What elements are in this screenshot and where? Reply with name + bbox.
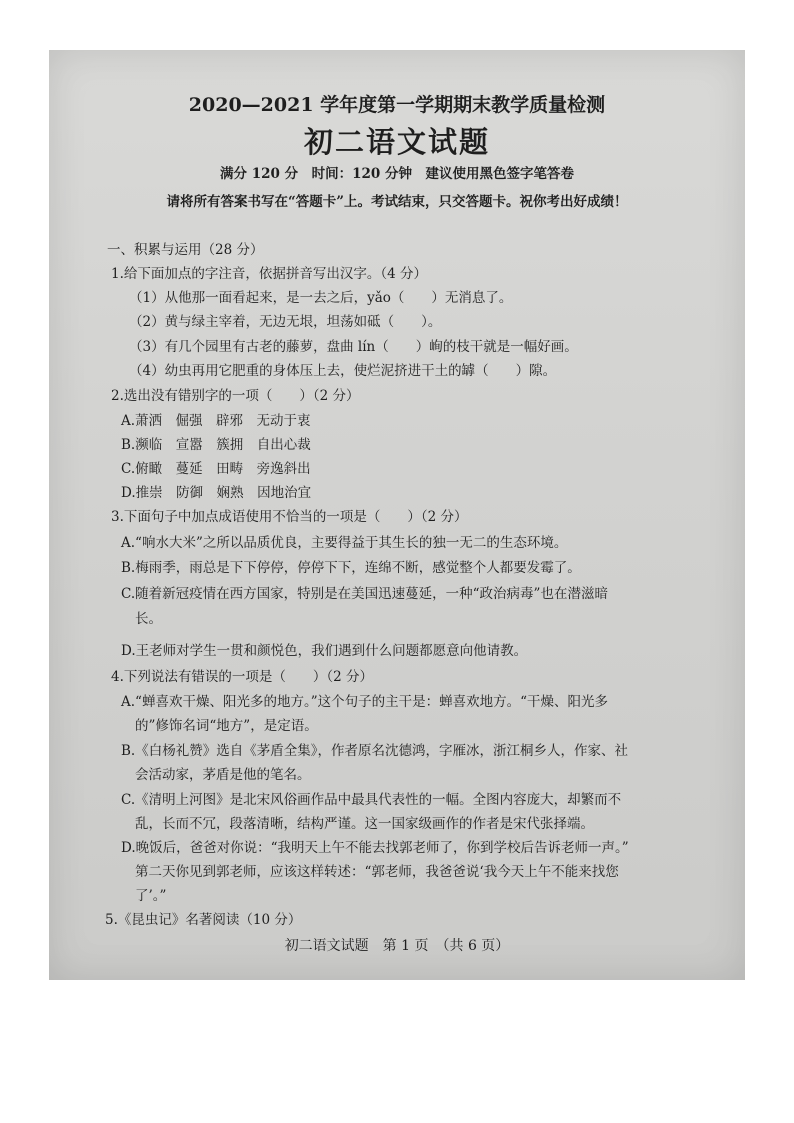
question-4-line: D.晚饭后，爸爸对你说：“我明天上午不能去找郭老师了，你到学校后告诉老师一声。”: [121, 840, 629, 856]
question-3-stem: 3.下面句子中加点成语使用不恰当的一项是（ ）（2 分）: [111, 509, 468, 525]
question-1-stem: 1.给下面加点的字注音，依据拼音写出汉字。（4 分）: [111, 266, 428, 282]
question-1-item: （2）黄与绿主宰着，无边无垠，坦荡如砥（ ）。: [129, 314, 442, 330]
question-4-line: C.《清明上河图》是北宋风俗画作品中最具代表性的一幅。全图内容庞大，却繁而不: [121, 792, 622, 808]
exam-info: 满分 120 分 时间：120 分钟 建议使用黑色签字笔答卷: [220, 166, 574, 182]
question-2-option: C.俯瞰 蔓延 田畴 旁逸斜出: [121, 461, 311, 477]
question-4-line: B.《白杨礼赞》选自《茅盾全集》，作者原名沈德鸿，字雁冰，浙江桐乡人，作家、社: [121, 743, 628, 759]
question-4-line: 的”修饰名词“地方”，是定语。: [135, 718, 318, 734]
question-3-option: D.王老师对学生一贯和颜悦色，我们遇到什么问题都愿意向他请教。: [121, 643, 528, 659]
subject-title: 初二语文试题: [303, 125, 490, 159]
exam-notice: 请将所有答案书写在“答题卡”上。考试结束，只交答题卡。祝你考出好成绩！: [166, 194, 628, 210]
question-2-option: D.推崇 防御 娴熟 因地治宜: [121, 485, 312, 501]
question-4-stem: 4.下列说法有错误的一项是（ ）（2 分）: [111, 669, 374, 685]
question-2-option: A.萧洒 倔强 辟邪 无动于衷: [121, 413, 311, 429]
question-3-option-continued: 长。: [135, 611, 162, 627]
question-3-option: A.“响水大米”之所以品质优良，主要得益于其生长的独一无二的生态环境。: [121, 535, 568, 551]
question-3-option: B.梅雨季，雨总是下下停停，停停下下，连绵不断，感觉整个人都要发霉了。: [121, 560, 581, 576]
question-4-line: A.“蝉喜欢干燥、阳光多的地方。”这个句子的主干是：蝉喜欢地方。“干燥、阳光多: [121, 694, 608, 710]
question-4-line: 第二天你见到郭老师，应该这样转述：“郭老师，我爸爸说‘我今天上午不能来找您: [135, 864, 619, 880]
question-4-line: 了’。”: [135, 888, 167, 904]
question-1-item: （4）幼虫再用它肥重的身体压上去，使烂泥挤进干土的罅（ ）隙。: [129, 363, 557, 379]
question-4-line: 会活动家，茅盾是他的笔名。: [135, 767, 311, 783]
exam-paper-photo: [49, 50, 745, 980]
question-1-item: （3）有几个园里有古老的藤萝，盘曲 lín（ ）峋的枝干就是一幅好画。: [129, 339, 578, 355]
question-4-line: 乱，长而不冗，段落清晰，结构严谨。这一国家级画作的作者是宋代张择端。: [135, 816, 594, 832]
exam-title: 2020—2021 学年度第一学期期末教学质量检测: [188, 94, 606, 116]
question-1-item: （1）从他那一面看起来，是一去之后，yǎo（ ）无消息了。: [129, 290, 513, 306]
question-2-stem: 2.选出没有错别字的一项（ ）（2 分）: [111, 388, 360, 404]
question-3-option: C.随着新冠疫情在西方国家，特别是在美国迅速蔓延，一种“政治病毒”也在潜滋暗: [121, 586, 608, 602]
question-5-stem: 5.《昆虫记》名著阅读（10 分）: [105, 912, 302, 928]
section-heading: 一、积累与运用（28 分）: [107, 242, 264, 258]
question-2-option: B.濒临 宣嚣 簇拥 自出心裁: [121, 437, 311, 453]
page-footer: 初二语文试题 第 1 页 （共 6 页）: [284, 938, 510, 954]
